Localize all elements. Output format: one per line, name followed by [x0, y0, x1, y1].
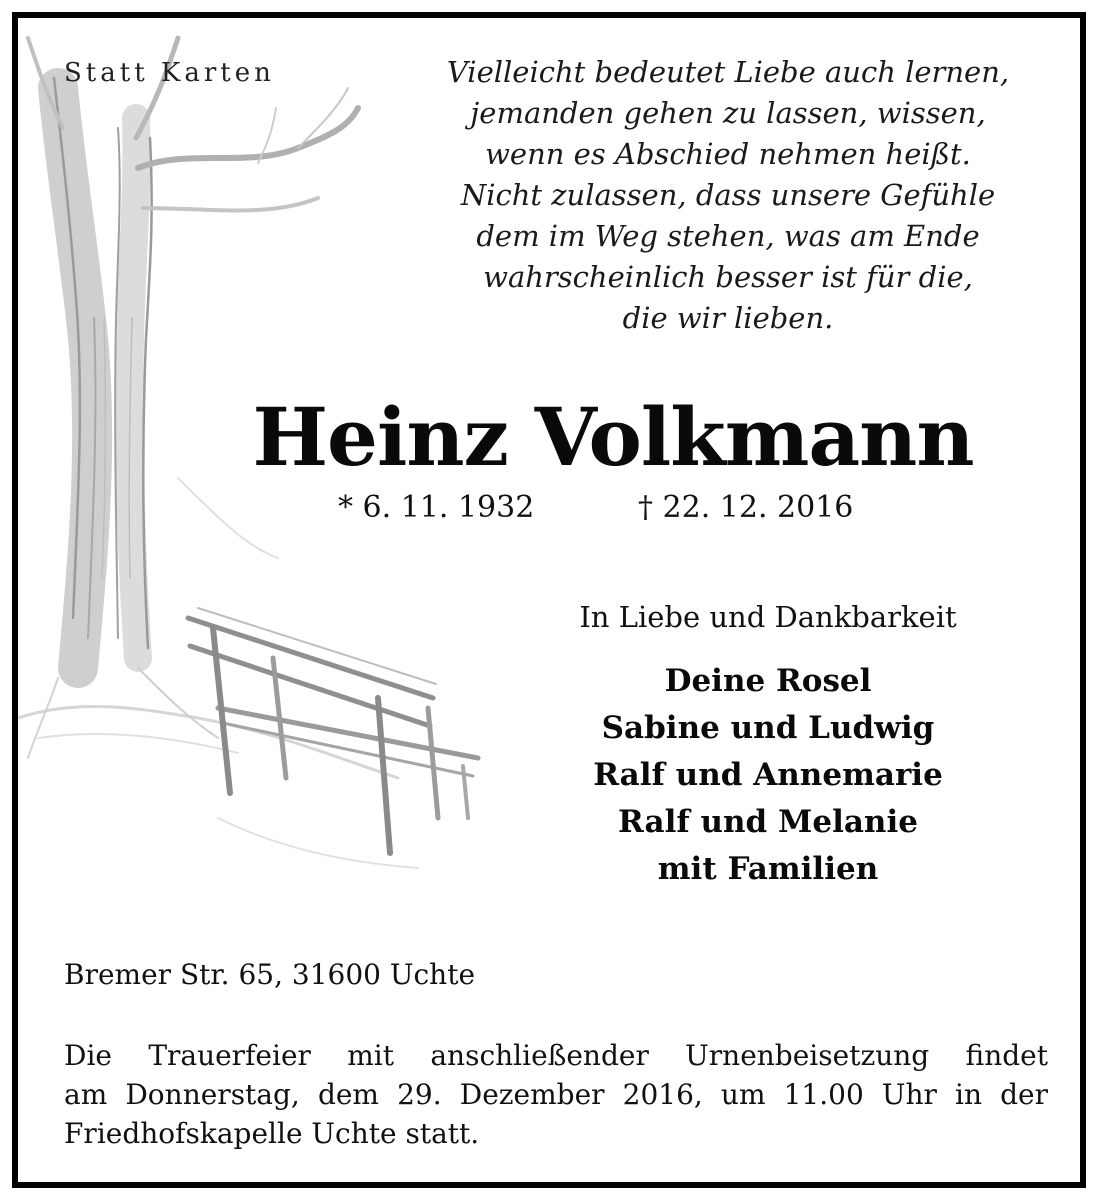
bench-sketch — [188, 608, 478, 853]
poem-line: Vielleicht bedeutet Liebe auch lernen, — [446, 55, 1010, 89]
funeral-line: Die Trauerfeier mit anschließender Urnenbeisetzung findet — [64, 1039, 1048, 1072]
death-date: † 22. 12. 2016 — [638, 490, 854, 525]
mourner-name: Ralf und Melanie — [618, 804, 918, 840]
birth-date: * 6. 11. 1932 — [338, 490, 535, 525]
family-address: Bremer Str. 65, 31600 Uchte — [64, 958, 476, 991]
mourner-name: Ralf und Annemarie — [593, 757, 943, 793]
poem-line: jemanden gehen zu lassen, wissen, — [470, 96, 986, 130]
funeral-line: Friedhofskapelle Uchte statt. — [64, 1117, 480, 1150]
poem-line: wenn es Abschied nehmen heißt. — [485, 137, 971, 171]
mourners-list — [508, 658, 1028, 893]
funeral-line: am Donnerstag, dem 29. Dezember 2016, um 11.00 Uhr in der — [64, 1078, 1048, 1111]
poem-line: dem im Weg stehen, was am Ende — [476, 219, 980, 253]
poem-line: wahrscheinlich besser ist für die, — [483, 260, 973, 294]
deceased-name: Heinz Volkmann — [252, 390, 974, 484]
mourner-name: Deine Rosel — [664, 663, 872, 699]
poem-line: die wir lieben. — [622, 301, 834, 335]
statt-karten-label: Statt Karten — [64, 58, 275, 88]
obituary-notice — [12, 12, 1086, 1188]
mourner-name: Sabine und Ludwig — [601, 710, 935, 746]
mourner-name: mit Familien — [657, 851, 879, 887]
funeral-notice — [64, 1036, 1048, 1153]
poem-line: Nicht zulassen, dass unsere Gefühle — [460, 178, 996, 212]
mourners-intro: In Liebe und Dankbarkeit — [579, 600, 957, 634]
poem — [398, 52, 1058, 339]
